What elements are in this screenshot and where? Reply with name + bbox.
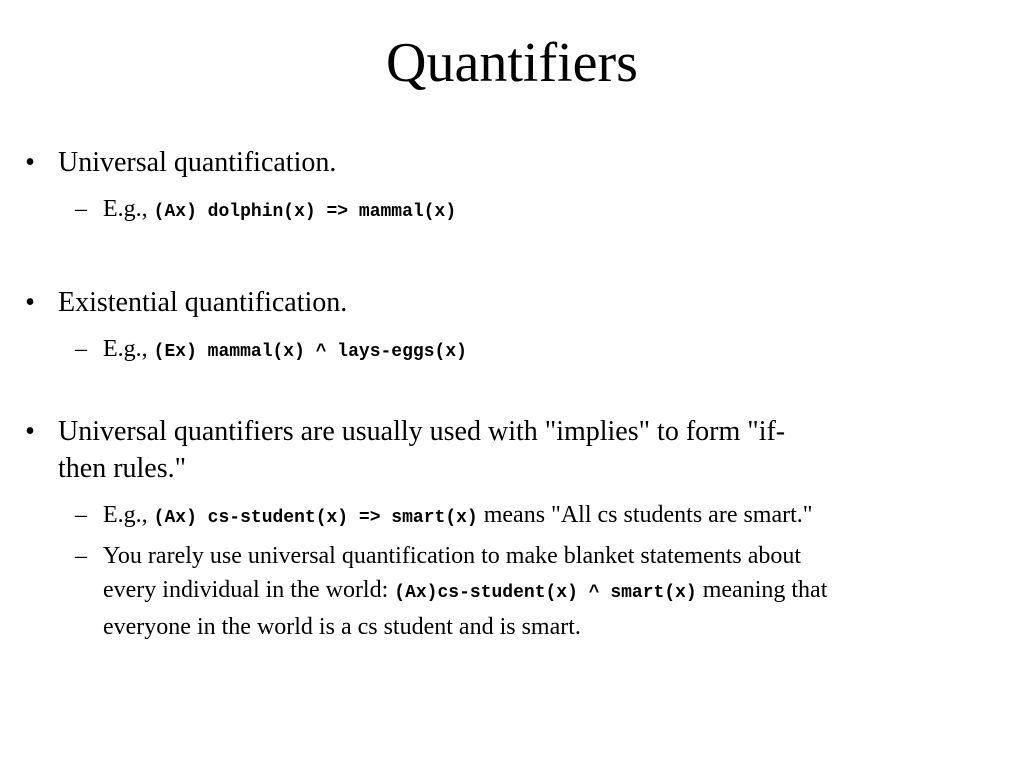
sub-text-line-3: everyone in the world is a cs student and is smart.	[103, 614, 581, 640]
sub-bullet-existential-example	[75, 332, 993, 369]
example-prefix: E.g.,	[103, 196, 154, 222]
sub-bullet-universal-example	[75, 192, 993, 229]
example-code: (Ax) dolphin(x) => mammal(x)	[153, 202, 457, 222]
sub-text-line-2-code: (Ax)cs-student(x) ^ smart(x)	[394, 583, 697, 603]
bullet-text-line-2: then rules."	[58, 453, 187, 484]
bullet-marker: •	[25, 147, 35, 178]
bullet-universal-implies	[25, 413, 958, 487]
bullet-existential-quantification	[25, 284, 958, 321]
bullet-marker: •	[25, 416, 35, 447]
sub-text-line-2-suffix: meaning that	[696, 577, 828, 603]
sub-text-line-1: You rarely use universal quantification to make blanket statements about	[103, 543, 802, 569]
example-code: (Ex) mammal(x) ^ lays-eggs(x)	[153, 342, 467, 362]
example-prefix: E.g.,	[103, 502, 154, 528]
dash-marker: –	[75, 543, 87, 569]
example-suffix: means "All cs students are smart."	[477, 502, 813, 528]
dash-marker: –	[75, 502, 87, 528]
bullet-text-line-1: Universal quantifiers are usually used with "implies" to form "if-	[58, 416, 786, 447]
example-code: (Ax) cs-student(x) => smart(x)	[153, 508, 478, 528]
bullet-marker: •	[25, 287, 35, 318]
dash-marker: –	[75, 336, 87, 362]
sub-bullet-cs-student-example	[75, 498, 993, 535]
dash-marker: –	[75, 196, 87, 222]
bullet-text: Universal quantification.	[58, 147, 337, 178]
bullet-universal-quantification	[25, 144, 958, 181]
bullet-text: Existential quantification.	[58, 287, 348, 318]
slide-title: Quantifiers	[386, 32, 638, 94]
example-prefix: E.g.,	[103, 336, 154, 362]
sub-bullet-blanket-statements	[75, 539, 993, 644]
sub-text-line-2-prefix: every individual in the world:	[103, 577, 395, 603]
